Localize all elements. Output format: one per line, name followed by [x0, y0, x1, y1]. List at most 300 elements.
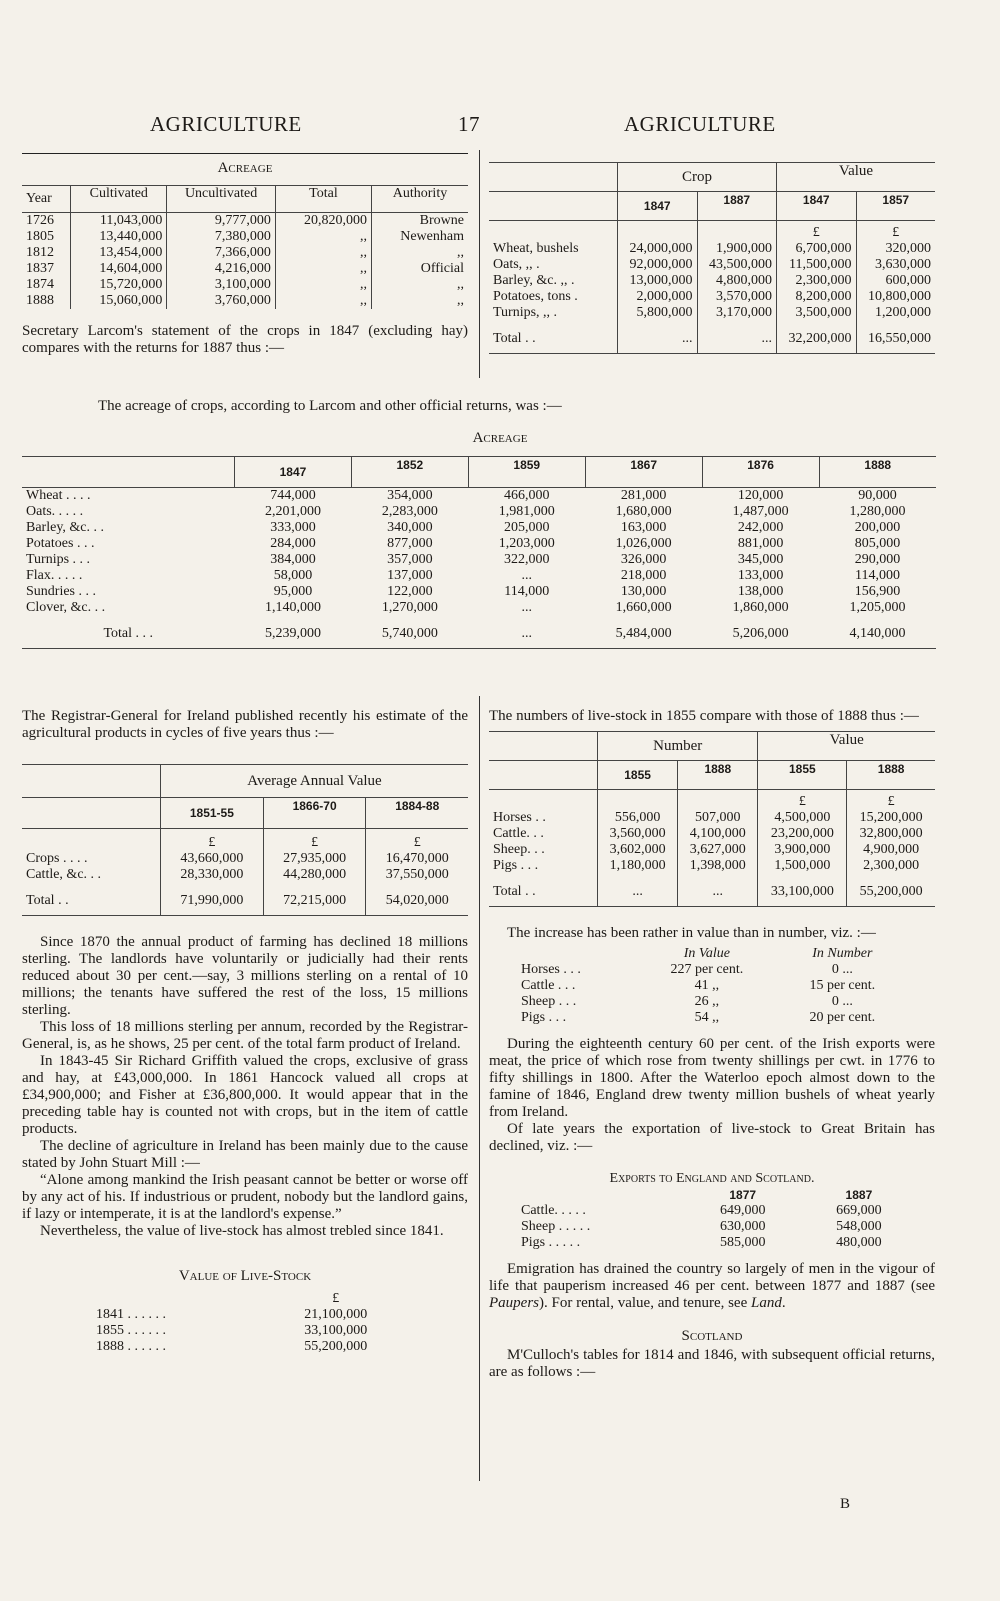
table-cell: 41 ,, — [694, 978, 720, 993]
total-cell: 54,020,000 — [366, 883, 468, 916]
table-row — [92, 1339, 412, 1355]
table-cell: 3,630,000 — [856, 257, 935, 273]
table-cell: 6,700,000 — [777, 241, 857, 257]
total-cell: 4,140,000 — [849, 626, 906, 641]
row-label: Sheep . . . . . — [521, 1219, 591, 1234]
table-cell: 320,000 — [856, 241, 935, 257]
increase-table — [517, 946, 907, 1026]
table-cell: 5,800,000 — [618, 305, 698, 321]
table-row — [22, 552, 936, 568]
table-row — [489, 257, 935, 273]
table-cell: 122,000 — [387, 584, 433, 599]
table-cell: 4,800,000 — [697, 273, 777, 289]
table-cell: 3,560,000 — [598, 826, 678, 842]
table-cell: 3,900,000 — [758, 842, 847, 858]
running-header-right: AGRICULTURE — [624, 112, 776, 136]
group-value: Value — [758, 732, 935, 761]
table-cell: 15,720,000 — [71, 277, 167, 293]
table-cell: 3,570,000 — [697, 289, 777, 305]
year-value-1857: 1857 — [856, 192, 935, 221]
total-cell: ... — [618, 321, 698, 354]
table-cell: 1,660,000 — [615, 600, 672, 615]
table-cell: 345,000 — [737, 552, 784, 567]
table-cell: 37,550,000 — [366, 867, 468, 883]
table-cell: 2,300,000 — [847, 858, 935, 874]
table-cell: 3,760,000 — [167, 293, 276, 309]
table-cell: 1,280,000 — [849, 504, 906, 519]
table-row — [22, 520, 936, 536]
table-cell: 1,180,000 — [598, 858, 678, 874]
table-cell: 114,000 — [855, 568, 900, 583]
table-cell: 3,500,000 — [777, 305, 857, 321]
col-uncultivated: Uncultivated — [167, 186, 276, 213]
total-cell: ... — [521, 626, 533, 641]
currency-mark: £ — [758, 790, 847, 811]
para-late-years: Of late years the exportation of live-stock to Great Britain has declined, viz. :— — [489, 1121, 935, 1154]
table-cell: 28,330,000 — [161, 867, 264, 883]
table-cell: 290,000 — [854, 552, 901, 567]
table-cell: 43,500,000 — [697, 257, 777, 273]
year-1888: 1888 — [819, 457, 936, 488]
table-cell: 466,000 — [504, 488, 550, 503]
table-cell: 2,283,000 — [381, 504, 438, 519]
table-cell: 556,000 — [598, 810, 678, 826]
total-row — [22, 616, 936, 649]
row-label: 1812 — [22, 245, 71, 261]
table-cell: 11,500,000 — [777, 257, 857, 273]
table-cell: 163,000 — [620, 520, 667, 535]
currency-mark: £ — [847, 790, 935, 811]
col-total: Total — [275, 186, 371, 213]
year-value-1847: 1847 — [777, 192, 857, 221]
row-label: Turnips . . . — [26, 552, 91, 567]
para-nevertheless: Nevertheless, the value of live-stock has almost trebled since 1841. — [40, 1223, 444, 1239]
table-cell: 95,000 — [273, 584, 313, 599]
table-cell: 138,000 — [737, 584, 784, 599]
table-cell: Newenham — [400, 229, 464, 244]
table-cell: 7,380,000 — [167, 229, 276, 245]
column-divider-top — [479, 150, 480, 378]
row-label: 1874 — [22, 277, 71, 293]
row-label: 1837 — [22, 261, 71, 277]
row-label: Sheep. . . — [493, 842, 545, 857]
year-value-1888: 1888 — [847, 761, 935, 790]
table-cell: 4,100,000 — [678, 826, 758, 842]
table-cell: 10,800,000 — [856, 289, 935, 305]
table-cell: 585,000 — [719, 1235, 766, 1250]
table-cell: 630,000 — [719, 1219, 766, 1234]
right-column-lower — [489, 708, 935, 1381]
table-cell: 11,043,000 — [71, 213, 167, 230]
row-label: Crops . . . . — [26, 851, 88, 866]
scotland-heading: Scotland — [681, 1328, 743, 1344]
table-cell: 15 per cent. — [809, 978, 876, 993]
total-label: Total . . — [493, 331, 536, 346]
crop-value-table — [489, 162, 935, 354]
period-1851-55: 1851-55 — [161, 798, 264, 829]
year-1876: 1876 — [702, 457, 819, 488]
row-label: 1726 — [22, 213, 71, 230]
table-row — [92, 1323, 412, 1339]
table-cell: 333,000 — [270, 520, 316, 535]
col-cultivated: Cultivated — [71, 186, 167, 213]
table-cell: 1,900,000 — [697, 241, 777, 257]
table-cell: Official — [420, 261, 464, 276]
table-cell: ,, — [457, 245, 464, 260]
table-cell: 227 per cent. — [670, 962, 744, 977]
table-cell: 340,000 — [387, 520, 433, 535]
exports-title: Exports to England and Scotland. — [609, 1171, 815, 1186]
para-emigration-text: ). For rental, value, and tenure, see — [539, 1295, 751, 1311]
table-row — [517, 1010, 907, 1026]
table-cell: 2,201,000 — [264, 504, 321, 519]
row-label: Horses . . . — [521, 962, 581, 977]
table-cell: 384,000 — [270, 552, 316, 567]
total-cell: 55,200,000 — [847, 874, 935, 907]
row-label: Cattle, &c. . . — [26, 867, 102, 882]
table-cell: ... — [521, 600, 533, 615]
table-cell: 354,000 — [387, 488, 433, 503]
table-row — [22, 536, 936, 552]
table-cell: 27,935,000 — [263, 851, 366, 867]
row-label: Oats, ,, . — [493, 257, 540, 272]
row-label: Pigs . . . — [521, 1010, 567, 1025]
table-row — [517, 1203, 917, 1219]
livestock-intro: The numbers of live-stock in 1855 compare with those of 1888 thus :— — [489, 708, 919, 724]
livestock-value-title: Value of Live-Stock — [178, 1268, 312, 1284]
table-row — [489, 858, 935, 874]
row-label: 1888 — [22, 293, 71, 309]
table-cell: 120,000 — [737, 488, 784, 503]
group-number: Number — [598, 732, 758, 761]
table-cell: 130,000 — [620, 584, 667, 599]
table-cell: 55,200,000 — [304, 1339, 368, 1354]
table-row — [22, 584, 936, 600]
table-cell: 357,000 — [387, 552, 433, 567]
col-authority: Authority — [392, 186, 448, 201]
table-cell: 326,000 — [620, 552, 667, 567]
total-row — [489, 321, 935, 354]
table-cell: 7,366,000 — [167, 245, 276, 261]
total-cell: ... — [697, 321, 777, 354]
table-cell: 1,270,000 — [381, 600, 438, 615]
table-row — [517, 994, 907, 1010]
table-cell: 548,000 — [836, 1219, 882, 1234]
row-label: Sheep . . . — [521, 994, 577, 1009]
table-cell: 21,100,000 — [304, 1307, 368, 1322]
currency-mark: £ — [856, 221, 935, 242]
table-cell: 1,140,000 — [264, 600, 321, 615]
table-row — [22, 277, 468, 293]
currency-mark: £ — [161, 829, 264, 852]
table-cell: 20,820,000 — [275, 213, 371, 230]
table-cell: 3,602,000 — [598, 842, 678, 858]
total-cell: 5,206,000 — [732, 626, 789, 641]
year-crop-1887: 1887 — [697, 192, 777, 221]
row-label: Wheat, bushels — [493, 241, 579, 256]
table-cell: 242,000 — [737, 520, 784, 535]
table-row — [22, 867, 468, 883]
group-crop: Crop — [618, 163, 777, 192]
row-label: 1855 . . . . . . — [96, 1323, 166, 1338]
currency-mark: £ — [263, 829, 366, 852]
table-cell: 90,000 — [858, 488, 897, 503]
table-cell: 14,604,000 — [71, 261, 167, 277]
table-cell: 3,627,000 — [678, 842, 758, 858]
period-1884-88: 1884-88 — [366, 798, 468, 829]
table-cell: 507,000 — [678, 810, 758, 826]
table-cell: 156,900 — [854, 584, 901, 599]
total-cell: ... — [598, 874, 678, 907]
table-row — [517, 1219, 917, 1235]
table-cell: 33,100,000 — [304, 1323, 368, 1338]
table-cell: 1,500,000 — [758, 858, 847, 874]
currency-mark: £ — [332, 1291, 340, 1306]
table-cell: 877,000 — [387, 536, 433, 551]
total-label: Total . . . — [103, 626, 154, 641]
row-label: Barley, &c. ,, . — [493, 273, 575, 288]
year-crop-1847: 1847 — [618, 192, 698, 221]
table-cell: 13,454,000 — [71, 245, 167, 261]
table-cell: 881,000 — [737, 536, 784, 551]
row-label: 1805 — [22, 229, 71, 245]
table-row — [22, 488, 936, 505]
table-cell: 1,026,000 — [615, 536, 672, 551]
table-row — [489, 810, 935, 826]
table-cell: 1,205,000 — [849, 600, 906, 615]
row-label: Pigs . . . — [493, 858, 539, 873]
increase-col-number: In Number — [812, 946, 873, 961]
total-cell: 32,200,000 — [777, 321, 857, 354]
table-row — [489, 305, 935, 321]
table-cell: 114,000 — [504, 584, 550, 599]
acreage-crops-table — [22, 456, 936, 649]
table-row — [22, 293, 468, 309]
table-row — [489, 826, 935, 842]
table-cell: 0 ... — [831, 962, 853, 977]
acreage-history-title: Acreage — [22, 153, 468, 177]
total-cell: 5,484,000 — [615, 626, 672, 641]
total-cell: 33,100,000 — [758, 874, 847, 907]
year-1852: 1852 — [351, 457, 468, 488]
year-number-1888: 1888 — [678, 761, 758, 790]
table-cell: 1,398,000 — [678, 858, 758, 874]
para-emigration-text: . — [781, 1295, 786, 1311]
table-cell: 1,487,000 — [732, 504, 789, 519]
table-cell: 15,060,000 — [71, 293, 167, 309]
table-cell: 8,200,000 — [777, 289, 857, 305]
table-cell: 1,860,000 — [732, 600, 789, 615]
table-cell: ,, — [457, 277, 464, 292]
total-cell: 16,550,000 — [856, 321, 935, 354]
total-cell: 72,215,000 — [263, 883, 366, 916]
table-cell: ... — [521, 568, 533, 583]
table-cell: 24,000,000 — [618, 241, 698, 257]
table-cell: 16,470,000 — [366, 851, 468, 867]
acreage-history-table — [22, 185, 468, 309]
currency-mark: £ — [777, 221, 857, 242]
table-cell: ,, — [275, 245, 371, 261]
table-cell: 137,000 — [387, 568, 433, 583]
average-value-title: Average Annual Value — [161, 765, 469, 798]
table-cell: 133,000 — [737, 568, 784, 583]
table-cell: 23,200,000 — [758, 826, 847, 842]
exports-year-1877: 1877 — [729, 1188, 757, 1202]
row-label: Oats. . . . . — [26, 504, 84, 519]
table-cell: ,, — [275, 229, 371, 245]
table-cell: 669,000 — [836, 1203, 882, 1218]
table-cell: 600,000 — [856, 273, 935, 289]
table-cell: 26 ,, — [694, 994, 720, 1009]
table-cell: 205,000 — [504, 520, 550, 535]
table-cell: 4,216,000 — [167, 261, 276, 277]
table-cell: 805,000 — [854, 536, 901, 551]
scotland-text: M'Culloch's tables for 1814 and 1846, with subsequent official returns, are as follows :— — [489, 1347, 935, 1380]
row-label: Horses . . — [493, 810, 546, 825]
table-cell: 3,170,000 — [697, 305, 777, 321]
table-cell: 54 ,, — [694, 1010, 720, 1025]
livestock-value-table — [92, 1291, 412, 1355]
year-1867: 1867 — [585, 457, 702, 488]
increase-col-value: In Value — [683, 946, 731, 961]
acreage-history-section — [22, 153, 468, 357]
total-cell: 71,990,000 — [161, 883, 264, 916]
total-cell: 5,239,000 — [264, 626, 321, 641]
total-row — [489, 874, 935, 907]
total-cell: ... — [678, 874, 758, 907]
year-value-1855: 1855 — [758, 761, 847, 790]
col-year: Year — [22, 186, 71, 213]
table-cell: ,, — [275, 277, 371, 293]
table-row — [22, 245, 468, 261]
total-cell: 5,740,000 — [381, 626, 438, 641]
table-cell: 4,900,000 — [847, 842, 935, 858]
table-cell: ,, — [275, 261, 371, 277]
crop-value-section — [489, 162, 935, 354]
para-emigration-text: Emigration has drained the country so largely of men in the vigour of life that pauperism increased 46 per cent. between 1877 and 1887 (see — [489, 1261, 935, 1294]
table-row — [22, 229, 468, 245]
paupers-reference: Paupers — [489, 1295, 539, 1311]
land-reference: Land — [751, 1295, 782, 1311]
table-cell: 744,000 — [270, 488, 316, 503]
table-cell: 9,777,000 — [167, 213, 276, 230]
table-row — [22, 261, 468, 277]
table-cell: 1,680,000 — [615, 504, 672, 519]
table-row — [22, 600, 936, 616]
total-label: Total . . — [493, 884, 536, 899]
table-cell: 20 per cent. — [809, 1010, 876, 1025]
table-row — [22, 568, 936, 584]
table-cell: 43,660,000 — [161, 851, 264, 867]
registrar-intro: The Registrar-General for Ireland published recently his estimate of the agricultural products in cycles of five years thus :— — [22, 708, 468, 741]
table-row — [22, 504, 936, 520]
table-cell: 44,280,000 — [263, 867, 366, 883]
table-cell: 200,000 — [854, 520, 901, 535]
acreage-crops-section — [22, 456, 936, 649]
crops-intro: The acreage of crops, according to Larcom and other official returns, was :— — [98, 398, 562, 414]
table-cell: 1,200,000 — [856, 305, 935, 321]
year-1847: 1847 — [235, 457, 352, 488]
table-cell: 92,000,000 — [618, 257, 698, 273]
table-cell: 2,000,000 — [618, 289, 698, 305]
table-cell: Browne — [419, 213, 464, 228]
table-row — [517, 978, 907, 994]
table-row — [92, 1307, 412, 1323]
row-label: Barley, &c. . . — [26, 520, 105, 535]
row-label: Cattle . . . — [521, 978, 576, 993]
table-row — [489, 273, 935, 289]
table-cell: 322,000 — [504, 552, 550, 567]
period-1866-70: 1866-70 — [263, 798, 366, 829]
average-value-table — [22, 764, 468, 916]
table-cell: 15,200,000 — [847, 810, 935, 826]
table-cell: 3,100,000 — [167, 277, 276, 293]
table-cell: ,, — [275, 293, 371, 309]
row-label: Sundries . . . — [26, 584, 96, 599]
table-cell: 218,000 — [620, 568, 667, 583]
year-1859: 1859 — [468, 457, 585, 488]
table-row — [517, 962, 907, 978]
row-label: Pigs . . . . . — [521, 1235, 581, 1250]
table-cell: ,, — [457, 293, 464, 308]
para-eighteenth-century: During the eighteenth century 60 per cent. of the Irish exports were meat, the price of which rose from twenty shillings per cwt. in 1776 to fifty shillings in 1800. After the Waterloo epoch almost down to the famine of 1846, England drew twenty million bushels of wheat yearly from Ireland. — [489, 1036, 935, 1120]
larcom-statement: Secretary Larcom's statement of the crops in 1847 (excluding hay) compares with the returns for 1887 thus :— — [22, 323, 468, 356]
table-cell: 1,203,000 — [498, 536, 555, 551]
table-cell: 2,300,000 — [777, 273, 857, 289]
table-row — [517, 1235, 917, 1251]
currency-mark: £ — [366, 829, 468, 852]
table-row — [489, 842, 935, 858]
total-row — [22, 883, 468, 916]
table-cell: 281,000 — [620, 488, 667, 503]
year-number-1855: 1855 — [598, 761, 678, 790]
para-griffith: In 1843-45 Sir Richard Griffith valued the crops, exclusive of grass and hay, at £43,000,000. In 1861 Hancock valued all crops at £34,900,000; and Fisher at £36,800,000. It would appear that in the preceding table hay is counted not with crops, but in the item of cattle products. — [22, 1053, 468, 1137]
table-cell: 649,000 — [719, 1203, 766, 1218]
acreage-crops-title: Acreage — [472, 430, 528, 446]
left-column-lower — [22, 708, 468, 1355]
exports-table — [517, 1187, 917, 1251]
para-emigration — [489, 1261, 935, 1312]
total-label: Total . . — [26, 893, 69, 908]
exports-year-1887: 1887 — [845, 1188, 873, 1202]
table-row — [489, 241, 935, 257]
row-label: Turnips, ,, . — [493, 305, 558, 320]
table-row — [22, 213, 468, 230]
table-row — [489, 289, 935, 305]
increase-intro: The increase has been rather in value than in number, viz. :— — [507, 925, 876, 941]
livestock-table — [489, 731, 935, 907]
table-cell: 58,000 — [273, 568, 313, 583]
page-number: 17 — [458, 112, 480, 136]
signature-mark: B — [840, 1496, 851, 1512]
column-divider-bottom — [479, 696, 480, 1481]
para-decline: The decline of agriculture in Ireland has been mainly due to the cause stated by John Stuart Mill :— — [22, 1138, 468, 1171]
table-cell: 13,440,000 — [71, 229, 167, 245]
table-cell: 480,000 — [836, 1235, 882, 1250]
running-header-left: AGRICULTURE — [150, 112, 302, 136]
row-label: Cattle. . . . . — [521, 1203, 586, 1218]
row-label: Cattle. . . — [493, 826, 544, 841]
para-loss: This loss of 18 millions sterling per annum, recorded by the Registrar-General, is, as he shows, 25 per cent. of the total farm product of Ireland. — [22, 1019, 468, 1052]
table-cell: 4,500,000 — [758, 810, 847, 826]
row-label: Potatoes . . . — [26, 536, 95, 551]
para-since-1870: Since 1870 the annual product of farming has declined 18 millions sterling. The landlords have voluntarily or judicially had their rents reduced about 30 per cent.—say, 3 millions sterling on a rental of 10 millions; the tenants have suffered the rest of the loss, 15 millions sterling. — [22, 934, 468, 1018]
row-label: Wheat . . . . — [26, 488, 91, 503]
row-label: 1888 . . . . . . — [96, 1339, 166, 1354]
table-cell: 284,000 — [270, 536, 316, 551]
table-cell: 13,000,000 — [618, 273, 698, 289]
row-label: 1841 . . . . . . — [96, 1307, 166, 1322]
